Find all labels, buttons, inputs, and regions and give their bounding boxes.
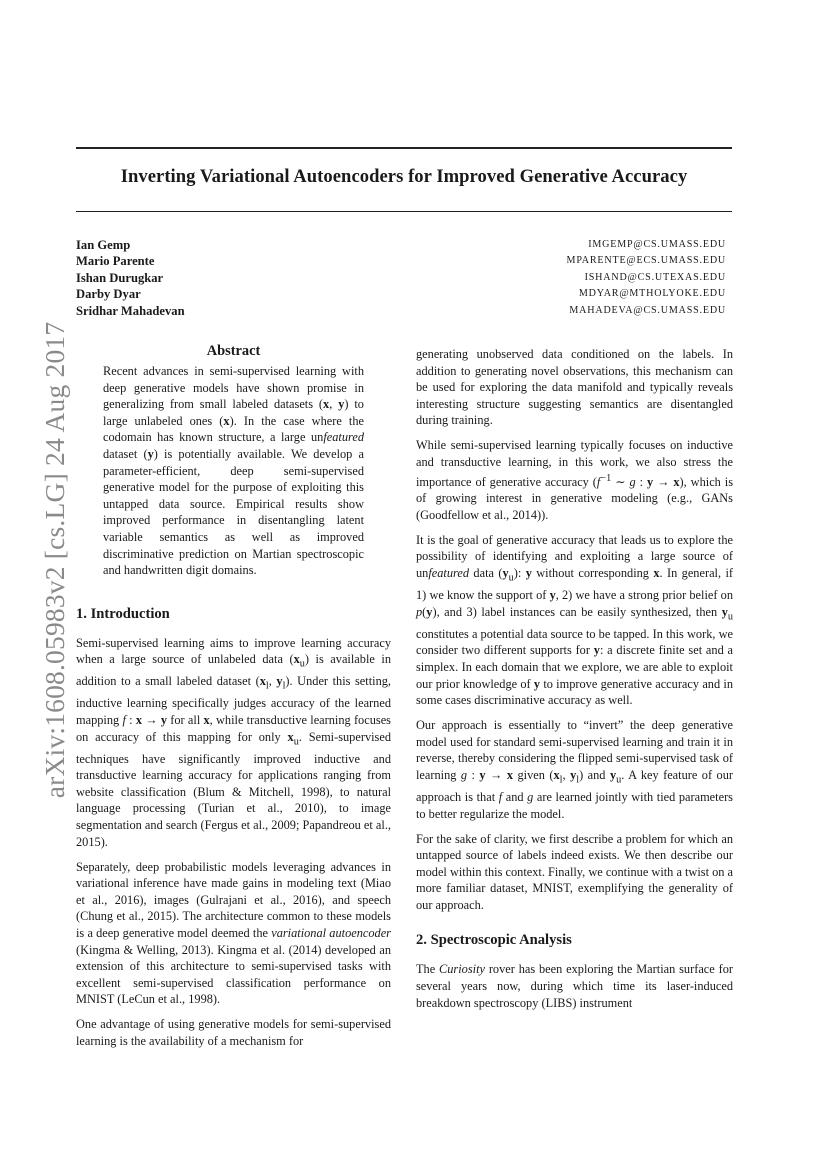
body-paragraph: Our approach is essentially to “invert” the deep generative model used for standard semi-supervised learning and train it in reverse, thereby considering the flipped semi-supervised task of learning g : y → x given ($x_l$, $y_l$) and $y_u$. A key feature of our approach is that f and g are learned jointly with tied parameters to better regularize the model. (416, 718, 734, 821)
section-heading-introduction: 1. Introduction (76, 605, 170, 622)
author-name: Darby Dyar (76, 287, 141, 302)
title-rule-bottom (76, 211, 732, 212)
left-column (76, 343, 391, 1058)
spectroscopic-analysis-body (416, 961, 733, 1011)
abstract-heading: Abstract (206, 343, 261, 359)
body-paragraph: generating unobserved data conditioned on the labels. In addition to generating novel observations, this mechanism can be used for exploring the data manifold and typically reveals interesting structure suggesting semantics are disentangled during training. (416, 347, 733, 428)
author-row (76, 238, 732, 254)
author-name: Ishan Durugkar (76, 270, 164, 285)
arxiv-identifier-stamp: arXiv:1608.05983v2 [cs.LG] 24 Aug 2017 (39, 321, 70, 799)
author-email: MPARENTE@ECS.UMASS.EDU (566, 255, 726, 267)
author-name: Mario Parente (76, 254, 155, 269)
abstract-text: Recent advances in semi-supervised learning with deep generative models have shown promise in generalizing from small labeled datasets (x, y) to large unlabeled ones (x). In the case where the codomain has known structure, a large unfeatured dataset (y) is potentially available. We develop a parameter-efficient, deep semi-supervised generative model for the purpose of exploiting this untapped data source. Empirical results show improved performance in disentangling latent variable semantics as well as improved discriminative prediction on Martian spectroscopic and handwritten digit domains. (103, 364, 364, 578)
body-paragraph: It is the goal of generative accuracy that leads us to explore the possibility of identifying and exploiting a large source of unfeatured data $(y_u)$: y without corresponding x. In general, if 1) we know the support of y, 2) we have a strong prior belief on p(y), and 3) label instances can be easily synthesized, then $y_u$ constitutes a potential data source to be tapped. In this work, we consider two different supports for y: a discrete finite set and a simplex. In each domain that we explore, we are able to exploit our prior knowledge of y to improve generative accuracy and in some cases discriminative accuracy as well. (416, 532, 734, 708)
author-row (76, 287, 732, 303)
author-email: MAHADEVA@CS.UMASS.EDU (569, 304, 726, 316)
section-heading-spectroscopic-analysis: 2. Spectroscopic Analysis (416, 932, 572, 949)
author-name: Sridhar Mahadevan (76, 303, 185, 318)
introduction-body (76, 635, 391, 1050)
author-email: MDYAR@MTHOLYOKE.EDU (578, 288, 726, 300)
author-row (76, 254, 732, 270)
body-paragraph: While semi-supervised learning typically focuses on inductive and transductive learning, in this work, we also stress the importance of generative accuracy ($f^{-1}$ ∼ g : y → x), which is of growing interest in generative modeling (e.g., GANs (Goodfellow et al., 2014)). (416, 438, 734, 522)
body-paragraph: One advantage of using generative models for semi-supervised learning is the availability of a mechanism for (76, 1017, 391, 1048)
introduction-continued-body (416, 346, 733, 913)
body-paragraph: For the sake of clarity, we first describe a problem for which an untapped source of labels indeed exists. We then describe our model within this context. Finally, we continue with a twist on a more familiar dataset, MNIST, exemplifying the generality of our approach. (416, 831, 734, 912)
author-email: ISHAND@CS.UTEXAS.EDU (584, 271, 726, 283)
title-rule-top (76, 147, 732, 149)
author-email: IMGEMP@CS.UMASS.EDU (588, 239, 726, 250)
body-paragraph: The Curiosity rover has been exploring the Martian surface for several years now, during which time its laser-induced breakdown spectroscopy (LIBS) instrument (416, 962, 733, 1010)
author-row (76, 271, 732, 287)
author-block (76, 238, 732, 320)
right-column (416, 346, 733, 1020)
author-row (76, 304, 732, 320)
author-name: Ian Gemp (76, 238, 131, 252)
body-paragraph: Separately, deep probabilistic models leveraging advances in variational inference have made gains in modeling text (Miao et al., 2016), images (Gulrajani et al., 2016), and speech (Chung et al., 2015). The architecture common to these models is a deep generative model deemed the variational autoencoder (Kingma & Welling, 2013). Kingma et al. (2014) developed an extension of this architecture to semi-supervised tasks with excellent semi-supervised classification performance on MNIST (LeCun et al., 1998). (76, 859, 391, 1007)
paper-title: Inverting Variational Autoencoders for Improved Generative Accuracy (120, 166, 688, 187)
body-paragraph: Semi-supervised learning aims to improve learning accuracy when a large source of unlabeled data $(x_u)$ is available in addition to a small labeled dataset ($x_l$, $y_l$). Under this setting, inductive learning specifically judges accuracy of the learned mapping f : x → y for all x, while transductive learning focuses on accuracy of this mapping for only $x_u$. Semi-supervised techniques have significantly improved inductive and transductive learning accuracy for applications ranging from website classification (Blum & Mitchell, 1998), to natural language processing (Turian et al., 2010), to image segmentation and search (Fergus et al., 2009; Papandreou et al., 2015). (76, 635, 392, 849)
